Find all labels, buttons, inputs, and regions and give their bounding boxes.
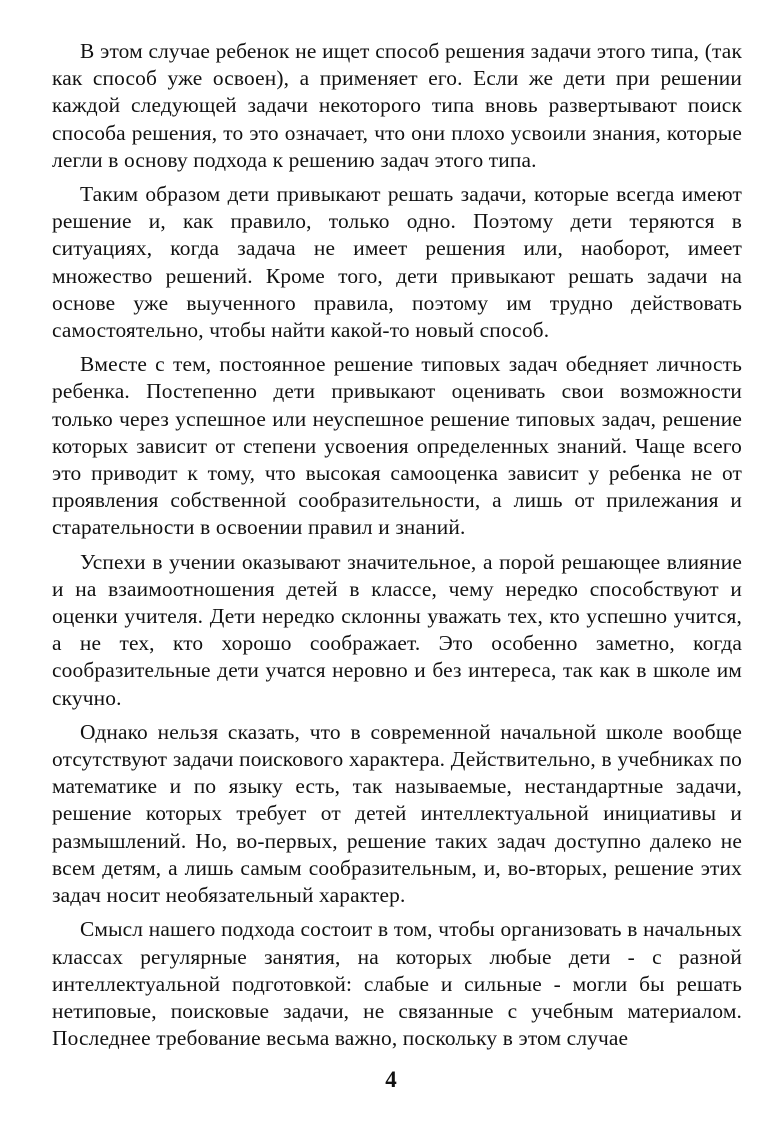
paragraph-2: Таким образом дети привыкают решать задачи, которые всегда имеют решение и, как правило, только одно. Поэтому дети теряются в ситуациях, когда задача не имеет решения или, наоборот, имеет множество решений. Кроме того, дети привыкают решать задачи на основе уже выученного правила, поэтому им трудно действовать самостоятельно, чтобы найти какой-то новый способ. (52, 182, 742, 343)
page-number: 4 (385, 1067, 397, 1092)
paragraph-3: Вместе с тем, постоянное решение типовых задач обедняет личность ребенка. Постепенно дети привыкают оценивать свои возможности только через успешное или неуспешное решение типовых задач, решение которых зависит от степени усвоения определенных знаний. Чаще всего это приводит к тому, что высокая самооценка зависит у ребенка не от проявления собственной сообразительности, а лишь от прилежания и старательности в освоении правил и знаний. (52, 352, 742, 540)
paragraph-5: Однако нельзя сказать, что в современной начальной школе вообще отсутствуют задачи поискового характера. Действительно, в учебниках по математике и по языку есть, так называемые, нестандартные задачи, решение которых требует от детей интеллектуальной инициативы и размышлений. Но, во-первых, решение таких задач доступно далеко не всем детям, а лишь самым сообразительным, и, во-вторых, решение этих задач носит необязательный характер. (52, 719, 742, 908)
paragraph-6: Смысл нашего подхода состоит в том, чтобы организовать в начальных классах регулярные занятия, на которых любые дети - с разной интеллектуальной подготовкой: слабые и сильные - могли бы решать нетиповые, поисковые задачи, не связанные с учебным материалом. Последнее требование весьма важно, поскольку в этом случае (52, 917, 742, 1051)
paragraph-4: Успехи в учении оказывают значительное, а порой решающее влияние и на взаимоотношения детей в классе, чему нередко способствуют и оценки учителя. Дети нередко склонны уважать тех, кто успешно учится, а не тех, кто хорошо соображает. Это особенно заметно, когда сообразительные дети учатся неровно и без интереса, так как в школе им скучно. (52, 549, 742, 710)
body-text (52, 38, 742, 1059)
paragraph-1: В этом случае ребенок не ищет способ решения задачи этого типа, (так как способ уже освоен), а применяет его. Если же дети при решении каждой следующей задачи некоторого типа вновь развертывают поиск способа решения, то это означает, что они плохо усвоили знания, которые легли в основу подхода к решению задач этого типа. (52, 39, 742, 172)
